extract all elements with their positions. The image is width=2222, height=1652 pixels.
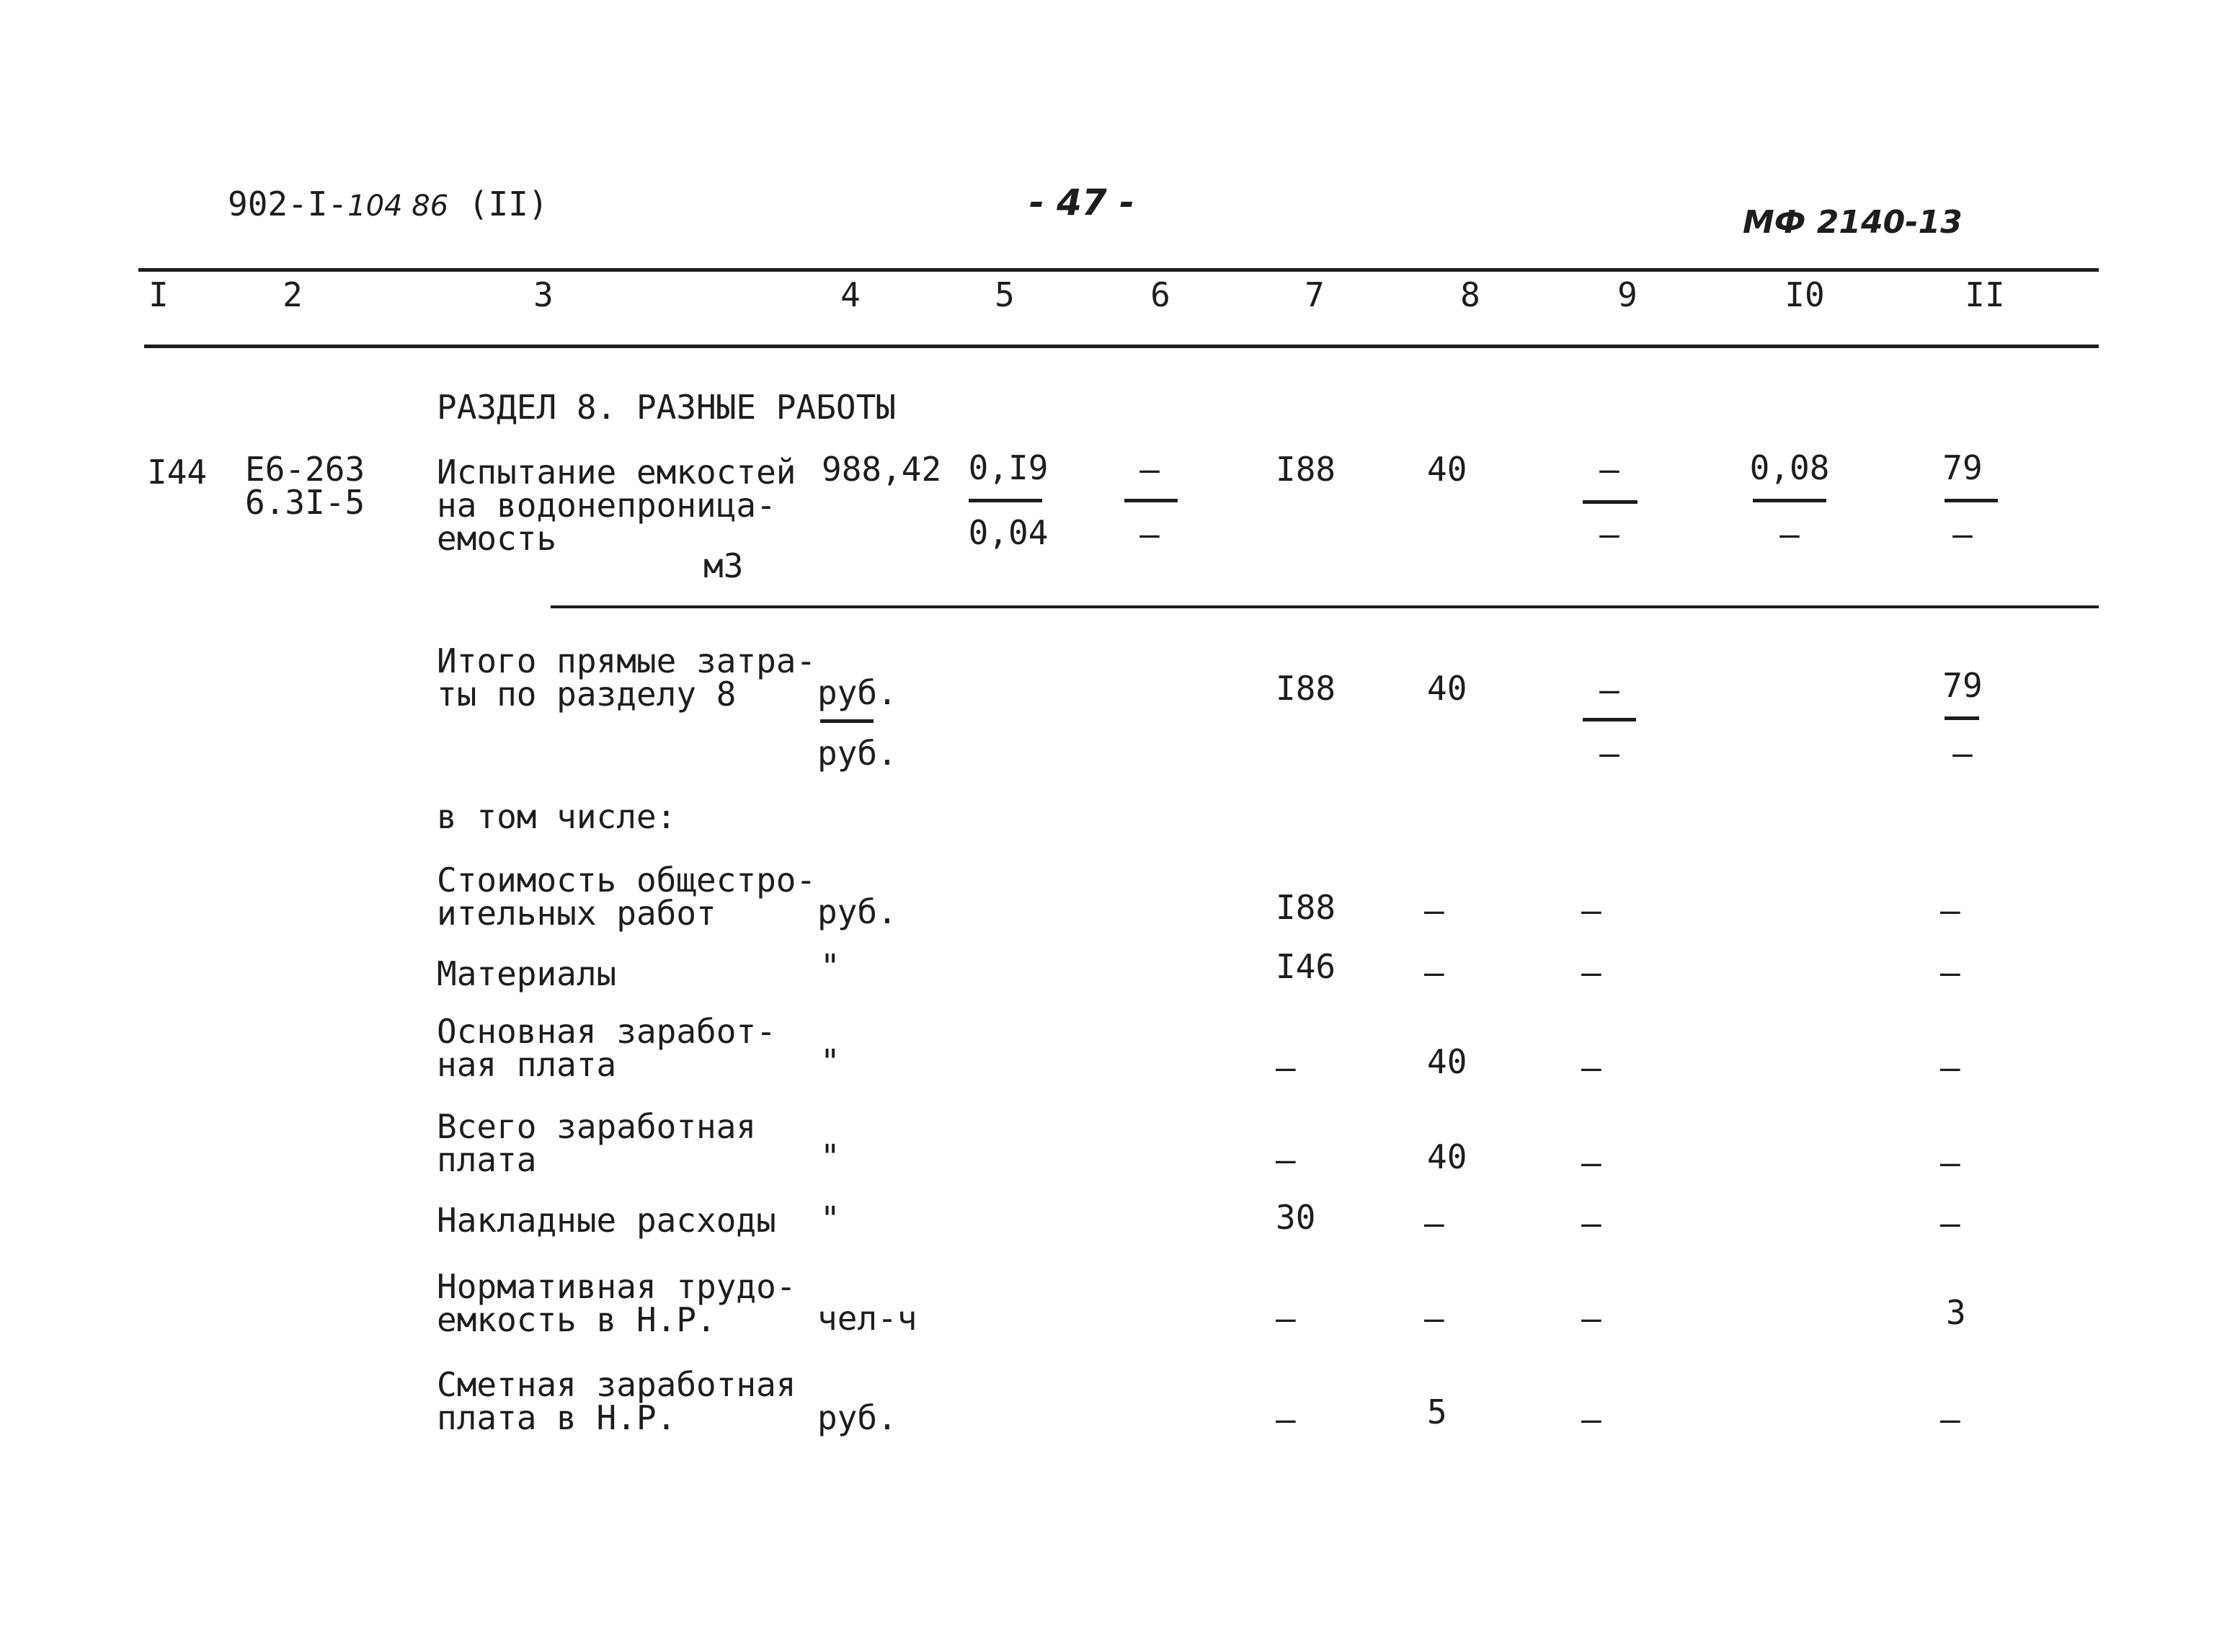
breakdown-col9: – bbox=[1581, 1299, 1601, 1338]
breakdown-label-line: плата bbox=[437, 1140, 537, 1179]
column-header: 4 bbox=[840, 275, 861, 314]
col9-bottom: – bbox=[1599, 515, 1619, 554]
breakdown-col11: – bbox=[1940, 1143, 1960, 1182]
breakdown-label-line: Материалы bbox=[437, 954, 617, 993]
breakdown-col9: – bbox=[1581, 1143, 1601, 1182]
header-bottom-rule bbox=[144, 345, 2099, 348]
total-col8: 40 bbox=[1427, 669, 1467, 708]
item-price: 988,42 bbox=[822, 450, 942, 489]
breakdown-col8: 40 bbox=[1427, 1137, 1467, 1176]
breakdown-col8: – bbox=[1424, 953, 1444, 992]
breakdown-col9: – bbox=[1581, 953, 1601, 992]
breakdown-label-line: ительных работ bbox=[437, 894, 716, 933]
fraction-line bbox=[1124, 499, 1178, 502]
fraction-line bbox=[1583, 718, 1636, 721]
including-label: в том числе: bbox=[437, 797, 677, 836]
breakdown-col11: – bbox=[1940, 1400, 1960, 1439]
breakdown-col7: – bbox=[1276, 1140, 1296, 1179]
total-unit-top: руб. bbox=[817, 673, 897, 712]
item-unit: м3 bbox=[703, 546, 744, 585]
breakdown-col8: – bbox=[1424, 891, 1444, 930]
breakdown-unit: " bbox=[820, 947, 840, 986]
breakdown-col9: – bbox=[1581, 1400, 1601, 1439]
breakdown-col8: 40 bbox=[1427, 1042, 1467, 1081]
breakdown-col11: – bbox=[1940, 1204, 1960, 1243]
col5-bottom: 0,04 bbox=[968, 513, 1049, 552]
table-top-rule bbox=[138, 268, 2099, 272]
breakdown-col11: – bbox=[1940, 1048, 1960, 1087]
breakdown-col7: – bbox=[1276, 1400, 1296, 1439]
fraction-line bbox=[1583, 500, 1637, 504]
breakdown-label-line: ная плата bbox=[437, 1045, 617, 1084]
total-description-line: Итого прямые затра- bbox=[437, 641, 817, 680]
item-code-line: 6.3I-5 bbox=[245, 483, 365, 522]
breakdown-unit: руб. bbox=[817, 892, 897, 931]
col6-top: – bbox=[1139, 450, 1160, 489]
breakdown-col11: – bbox=[1940, 953, 1960, 992]
page-number: - 47 - bbox=[1029, 182, 1134, 223]
fraction-line bbox=[820, 719, 874, 723]
column-header: I bbox=[148, 275, 169, 314]
fraction-line bbox=[1945, 499, 1998, 502]
column-header: 2 bbox=[283, 275, 303, 314]
breakdown-label-line: плата в Н.Р. bbox=[437, 1398, 677, 1437]
breakdown-col11: – bbox=[1940, 891, 1960, 930]
breakdown-col8: 5 bbox=[1427, 1393, 1447, 1431]
total-col7: I88 bbox=[1276, 669, 1336, 708]
breakdown-unit: чел-ч bbox=[817, 1299, 917, 1338]
breakdown-label-line: Накладные расходы bbox=[437, 1201, 776, 1240]
total-col9-top: – bbox=[1599, 670, 1619, 709]
col6-bottom: – bbox=[1139, 515, 1160, 554]
column-header: 9 bbox=[1617, 275, 1637, 314]
column-header: I0 bbox=[1785, 275, 1825, 314]
total-unit-bottom: руб. bbox=[817, 734, 897, 773]
col8-value: 40 bbox=[1427, 450, 1467, 489]
breakdown-label-line: емкость в Н.Р. bbox=[437, 1300, 716, 1339]
fraction-line bbox=[1945, 716, 1979, 720]
fraction-line bbox=[969, 499, 1042, 502]
total-col11-bottom: – bbox=[1952, 734, 1973, 773]
item-description-line: на водонепроница- bbox=[437, 486, 776, 525]
breakdown-col7: I46 bbox=[1276, 947, 1336, 986]
col9-top: – bbox=[1599, 450, 1619, 489]
section-title: РАЗДЕЛ 8. РАЗНЫЕ РАБОТЫ bbox=[437, 388, 896, 427]
breakdown-col9: – bbox=[1581, 891, 1601, 930]
col10-bottom: – bbox=[1779, 515, 1800, 554]
col11-top: 79 bbox=[1942, 448, 1983, 487]
document-code-suffix: (II) bbox=[448, 185, 548, 223]
item-code-line: Е6-263 bbox=[245, 450, 365, 489]
breakdown-unit: руб. bbox=[817, 1398, 897, 1437]
item-description-line: емость bbox=[437, 519, 557, 558]
document-code-prefix: 902-I- bbox=[228, 185, 348, 223]
col10-top: 0,08 bbox=[1749, 448, 1830, 487]
breakdown-label-line: Всего заработная bbox=[437, 1107, 757, 1146]
breakdown-label-line: Основная заработ- bbox=[437, 1012, 776, 1051]
stamp-code: МФ 2140-13 bbox=[1743, 204, 1963, 241]
breakdown-col9: – bbox=[1581, 1204, 1601, 1243]
column-header: 6 bbox=[1150, 275, 1170, 314]
item-separator-rule bbox=[551, 605, 2099, 608]
col11-bottom: – bbox=[1952, 515, 1973, 554]
column-header: 3 bbox=[533, 275, 554, 314]
breakdown-col7: – bbox=[1276, 1299, 1296, 1338]
item-description-line: Испытание емкостей bbox=[437, 453, 796, 492]
column-header: II bbox=[1965, 275, 2005, 314]
total-col9-bottom: – bbox=[1599, 734, 1619, 773]
col7-value: I88 bbox=[1276, 450, 1336, 489]
breakdown-col7: – bbox=[1276, 1048, 1296, 1087]
breakdown-label-line: Стоимость общестро- bbox=[437, 861, 817, 900]
breakdown-unit: " bbox=[820, 1199, 840, 1238]
breakdown-col8: – bbox=[1424, 1204, 1444, 1243]
item-number: I44 bbox=[147, 453, 208, 492]
breakdown-label-line: Нормативная трудо- bbox=[437, 1267, 796, 1306]
breakdown-unit: " bbox=[820, 1137, 840, 1176]
column-header: 5 bbox=[995, 275, 1015, 314]
breakdown-col11: 3 bbox=[1946, 1293, 1966, 1332]
total-description-line: ты по разделу 8 bbox=[437, 675, 737, 714]
breakdown-unit: " bbox=[820, 1042, 840, 1081]
breakdown-col9: – bbox=[1581, 1048, 1601, 1087]
breakdown-col8: – bbox=[1424, 1299, 1444, 1338]
breakdown-col7: I88 bbox=[1276, 888, 1336, 927]
document-code bbox=[228, 186, 548, 224]
breakdown-col7: 30 bbox=[1276, 1198, 1316, 1237]
total-col11-top: 79 bbox=[1942, 666, 1983, 705]
column-header: 7 bbox=[1305, 275, 1325, 314]
column-header: 8 bbox=[1460, 275, 1480, 314]
col5-top: 0,I9 bbox=[968, 448, 1049, 487]
fraction-line bbox=[1753, 499, 1826, 502]
breakdown-label-line: Сметная заработная bbox=[437, 1365, 796, 1404]
document-code-handwritten: 104 86 bbox=[347, 190, 449, 223]
